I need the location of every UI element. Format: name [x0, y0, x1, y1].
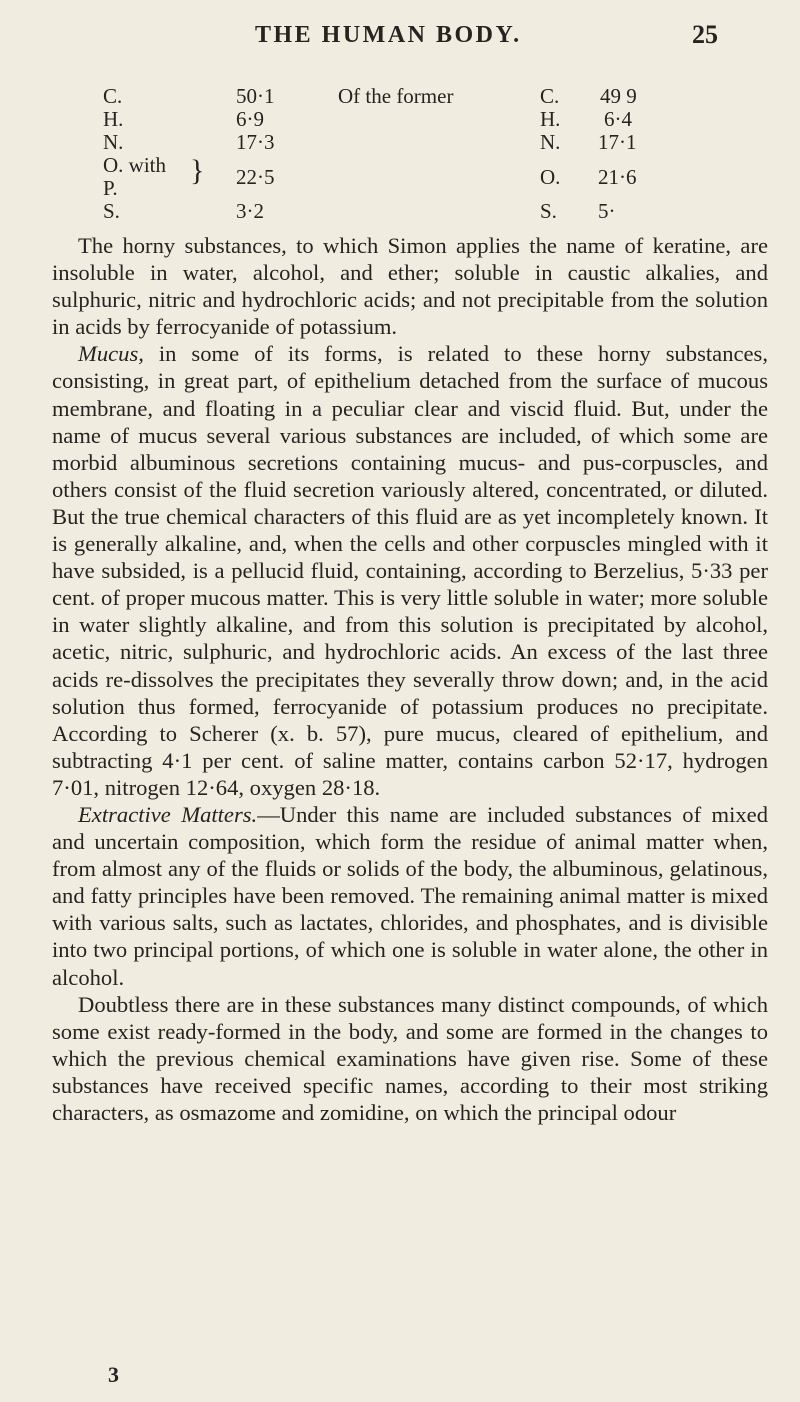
extractive-matters-heading: Extractive Matters. — [78, 801, 258, 827]
left-element-c: C. — [103, 84, 123, 108]
paragraph-compounds: Doubtless there are in these substances many distinct compounds, of which some exist ready-formed in the body, and some are formed in the changes to which the previous chemical examinations have given rise. Some of these substances have received specific names, according to their most striking characters, as osmazome and zomidine, on which the principal odour — [52, 991, 768, 1125]
comparison-label: Of the former — [338, 84, 454, 108]
brace-glyph: } — [190, 154, 205, 187]
left-element-n: N. — [103, 130, 124, 154]
right-element-h: H. — [540, 107, 561, 131]
paragraph-keratine: The horny substances, to which Simon applies the name of keratine, are insoluble in water, alcohol, and ether; soluble in caustic alkalies, and sulphuric, nitric and hydrochloric acids; and not precipitable from the solution in acids by ferrocyanide of potassium. — [52, 233, 768, 340]
left-element-p: P. — [103, 176, 118, 200]
page-number: 25 — [692, 20, 718, 49]
left-element-o: O. with — [103, 153, 166, 177]
paragraph-extractive-matters — [52, 801, 768, 991]
running-header — [0, 22, 800, 62]
mucus-heading: Mucus, — [78, 341, 144, 367]
right-element-n: N. — [540, 130, 561, 154]
mucus-text: in some of its forms, is related to these horny substances, consisting, in great part, of epithelium detached from the surface of mucous membrane, and floating in a peculiar clear and viscid fluid. But, under the name of mucus several various substances are included, of which some are morbid albuminous secretions containing mucus- and pus-corpuscles, and others consist of the fluid secretion variously altered, concentrated, or diluted. But the true chemical characters of this fluid are as yet incompletely known. It is generally alkaline, and, when the cells and other corpuscles mingled with it have subsided, is a pellucid fluid, containing, according to Berzelius, 5·33 per cent. of proper mucous matter. This is very little soluble in water; more soluble in water slightly alkaline, and from this solution is precipitated by alcohol, acetic, nitric, sulphuric, and hydrochloric acids. An excess of the last three acids re-dissolves the precipitates they severally throw down; and, in the acid solution thus formed, ferrocyanide of potassium produces no precipitate. According to Scherer (x. b. 57), pure mucus, cleared of epithelium, and subtracting 4·1 per cent. of saline matter, contains carbon 52·17, hydrogen 7·01, nitrogen 12·64, oxygen 28·18. — [52, 341, 768, 800]
body-text — [52, 232, 768, 1126]
right-value-n: 17·1 — [598, 130, 637, 154]
right-value-o: 21·6 — [598, 165, 637, 189]
paragraph-mucus — [52, 340, 768, 801]
running-title: THE HUMAN BODY. — [255, 22, 522, 48]
left-value-op: 22·5 — [236, 165, 275, 189]
extractive-matters-text: —Under this name are included substances of mixed and uncertain composition, which form the residue of animal matter when, from almost any of the fluids or solids of the body, the albuminous, gelatinous, and fatty principles have been removed. The remaining animal matter is mixed with various salts, such as lactates, chlorides, and phosphates, and is divisible into two principal portions, of which one is soluble in water alone, the other in alcohol. — [52, 801, 768, 990]
right-element-s: S. — [540, 199, 557, 223]
left-value-s: 3·2 — [236, 199, 264, 223]
right-value-c: 49 9 — [600, 84, 637, 108]
right-value-h: 6·4 — [604, 107, 632, 131]
left-value-n: 17·3 — [236, 130, 275, 154]
left-element-s: S. — [103, 199, 120, 223]
right-value-s: 5· — [598, 199, 616, 223]
left-value-c: 50·1 — [236, 84, 275, 108]
left-element-h: H. — [103, 107, 124, 131]
elemental-analysis-table — [0, 84, 800, 223]
left-value-h: 6·9 — [236, 107, 264, 131]
right-element-c: C. — [540, 84, 560, 108]
right-element-o: O. — [540, 165, 561, 189]
signature-mark: 3 — [108, 1362, 119, 1387]
